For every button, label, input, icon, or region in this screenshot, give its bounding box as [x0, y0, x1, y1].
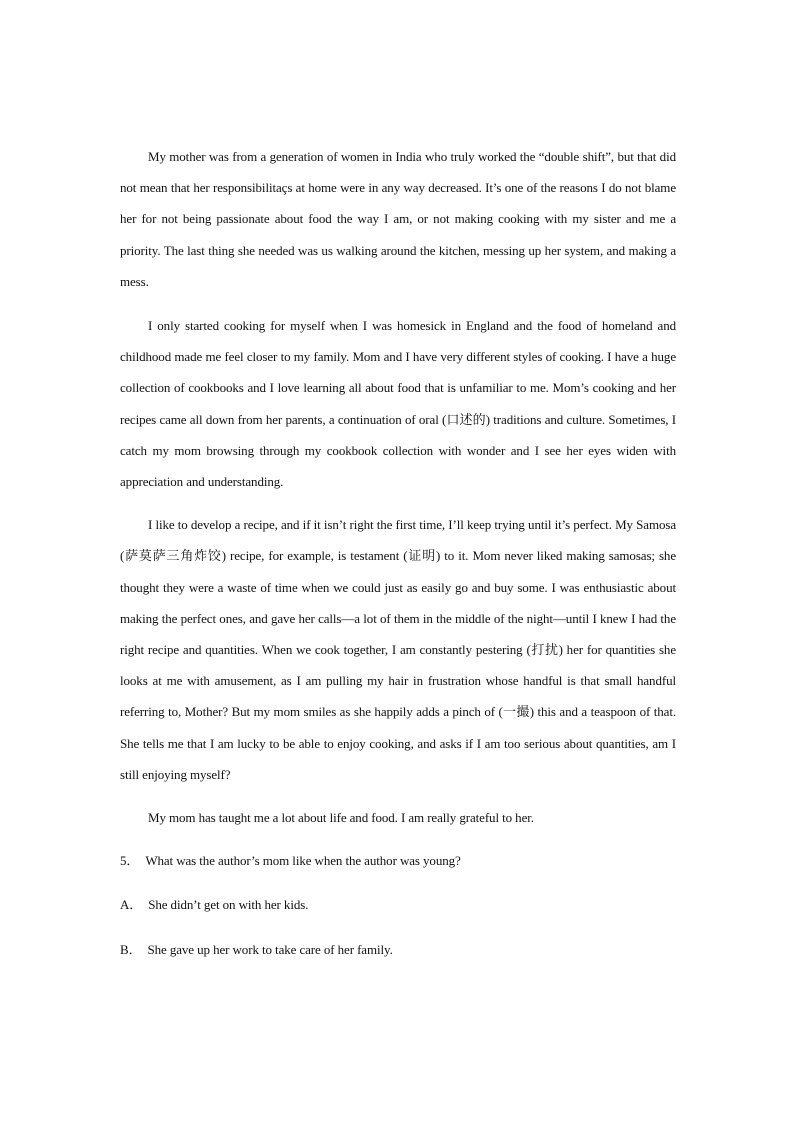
option-a[interactable] — [120, 889, 676, 920]
passage-paragraph-3: I like to develop a recipe, and if it isn’t right the first time, I’ll keep trying until it’s perfect. My Samosa (萨莫萨三角炸饺) recipe, for example, is testament (证明) to it. Mom never liked making samosas; she thought they were a waste of time when we could just as easily go and buy some. I was enthusiastic about making the perfect ones, and gave her calls—a lot of them in the middle of the night—until I knew I had the right recipe and quantities. When we cook together, I am constantly pestering (打扰) her for quantities she looks at me with amusement, as I am pulling my hair in frustration whose handful is that small handful referring to, Mother? But my mom smiles as she happily adds a pinch of (一撮) this and a teaspoon of that. She tells me that I am lucky to be able to enjoy cooking, and asks if I am too serious about quantities, am I still enjoying myself? — [120, 517, 676, 782]
option-letter: B． — [120, 941, 142, 957]
reading-passage — [120, 141, 676, 978]
option-text: She didn’t get on with her kids. — [148, 897, 309, 913]
question-5 — [120, 845, 676, 876]
option-b[interactable] — [120, 934, 676, 965]
passage-paragraph-1: My mother was from a generation of women in India who truly worked the “double shift”, but that did not mean that her responsibilitaçs at home were in any way decreased. It’s one of the reasons I do not blame her for not being passionate about food the way I am, or not making cooking with my sister and me a priority. The last thing she needed was us walking around the kitchen, messing up her system, and making a mess. — [120, 149, 676, 289]
question-number: 5． — [120, 853, 140, 869]
option-letter: A． — [120, 897, 143, 913]
passage-paragraph-2: I only started cooking for myself when I was homesick in England and the food of homeland and childhood made me feel closer to my family. Mom and I have very different styles of cooking. I have a huge collection of cookbooks and I love learning all about food that is unfamiliar to me. Mom’s cooking and her recipes came all down from her parents, a continuation of oral (口述的) traditions and culture. Sometimes, I catch my mom browsing through my cookbook collection with wonder and I see her eyes widen with appreciation and understanding. — [120, 318, 676, 490]
passage-paragraph-4: My mom has taught me a lot about life and food. I am really grateful to her. — [148, 810, 534, 826]
option-text: She gave up her work to take care of her family. — [147, 941, 393, 957]
question-text: What was the author’s mom like when the author was young? — [145, 853, 461, 869]
